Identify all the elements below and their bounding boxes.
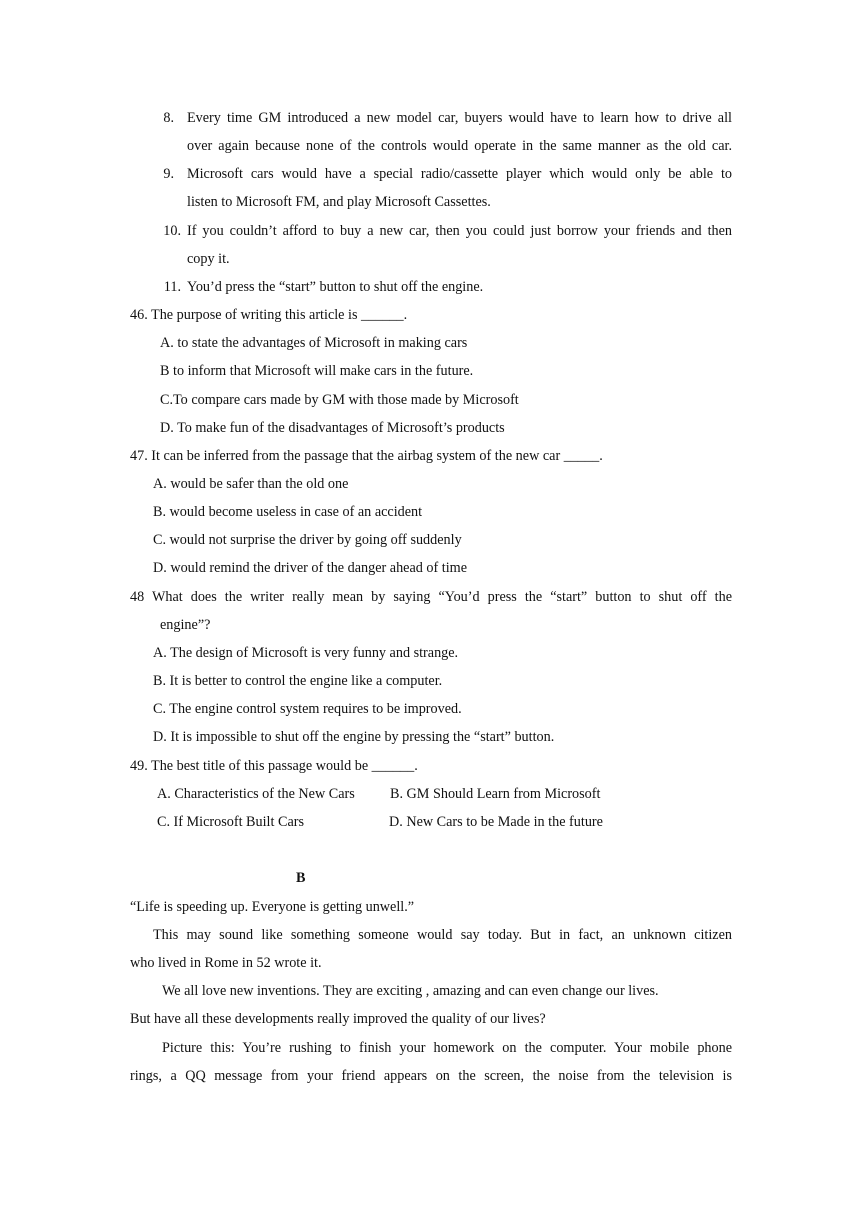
question-47-option-b: B. would become useless in case of an accident: [153, 504, 423, 520]
list-item-text: over again because none of the controls would operate in the same manner as the old car.: [187, 138, 732, 154]
question-46-option-b: B to inform that Microsoft will make cars in the future.: [160, 363, 474, 379]
question-48-option-a: A. The design of Microsoft is very funny and strange.: [153, 645, 459, 661]
paragraph-2-line: We all love new inventions. They are exciting , amazing and can even change our lives.: [162, 983, 659, 999]
question-48-option-d: D. It is impossible to shut off the engine by pressing the “start” button.: [153, 729, 555, 745]
list-item-text: If you couldn’t afford to buy a new car, then you could just borrow your friends and then: [187, 223, 732, 239]
list-item-text: Microsoft cars would have a special radio/cassette player which would only be able to: [187, 166, 732, 182]
question-46-stem: 46. The purpose of writing this article is ______.: [130, 307, 408, 323]
question-49-stem: 49. The best title of this passage would be ______.: [130, 758, 418, 774]
question-48-option-c: C. The engine control system requires to be improved.: [153, 701, 462, 717]
question-47-option-c: C. would not surprise the driver by going off suddenly: [153, 532, 462, 548]
question-46-option-c: C.To compare cars made by GM with those made by Microsoft: [160, 392, 519, 408]
question-49-option-b: B. GM Should Learn from Microsoft: [390, 786, 601, 802]
paragraph-1-line: who lived in Rome in 52 wrote it.: [130, 955, 322, 971]
question-47-stem: 47. It can be inferred from the passage that the airbag system of the new car _____.: [130, 448, 603, 464]
question-48-option-b: B. It is better to control the engine like a computer.: [153, 673, 443, 689]
question-47-option-d: D. would remind the driver of the danger ahead of time: [153, 560, 467, 576]
opening-quote: “Life is speeding up. Everyone is getting unwell.”: [130, 899, 415, 915]
list-number: 11.: [163, 279, 181, 295]
list-item-text: listen to Microsoft FM, and play Microsoft Cassettes.: [187, 194, 491, 210]
question-46-option-d: D. To make fun of the disadvantages of Microsoft’s products: [160, 420, 505, 436]
question-46-option-a: A. to state the advantages of Microsoft in making cars: [160, 335, 468, 351]
list-number: 8.: [163, 110, 174, 126]
list-item-text: copy it.: [187, 251, 230, 267]
list-item-text: You’d press the “start” button to shut off the engine.: [187, 279, 484, 295]
question-47-option-a: A. would be safer than the old one: [153, 476, 349, 492]
question-48-stem: 48 What does the writer really mean by saying “You’d press the “start” button to shut off the: [130, 589, 732, 605]
question-49-option-a: A. Characteristics of the New Cars: [157, 786, 355, 802]
question-48-stem-continued: engine”?: [160, 617, 211, 633]
paragraph-3-line: rings, a QQ message from your friend appears on the screen, the noise from the television is: [130, 1068, 732, 1084]
list-number: 10.: [163, 223, 181, 239]
question-49-option-d: D. New Cars to be Made in the future: [389, 814, 603, 830]
section-heading: B: [296, 870, 306, 886]
list-number: 9.: [163, 166, 174, 182]
paragraph-3-line: Picture this: You’re rushing to finish your homework on the computer. Your mobile phone: [162, 1040, 732, 1056]
paragraph-1-line: This may sound like something someone would say today. But in fact, an unknown citizen: [153, 927, 732, 943]
question-49-option-c: C. If Microsoft Built Cars: [157, 814, 304, 830]
list-item-text: Every time GM introduced a new model car, buyers would have to learn how to drive all: [187, 110, 732, 126]
paragraph-2-line: But have all these developments really improved the quality of our lives?: [130, 1011, 546, 1027]
